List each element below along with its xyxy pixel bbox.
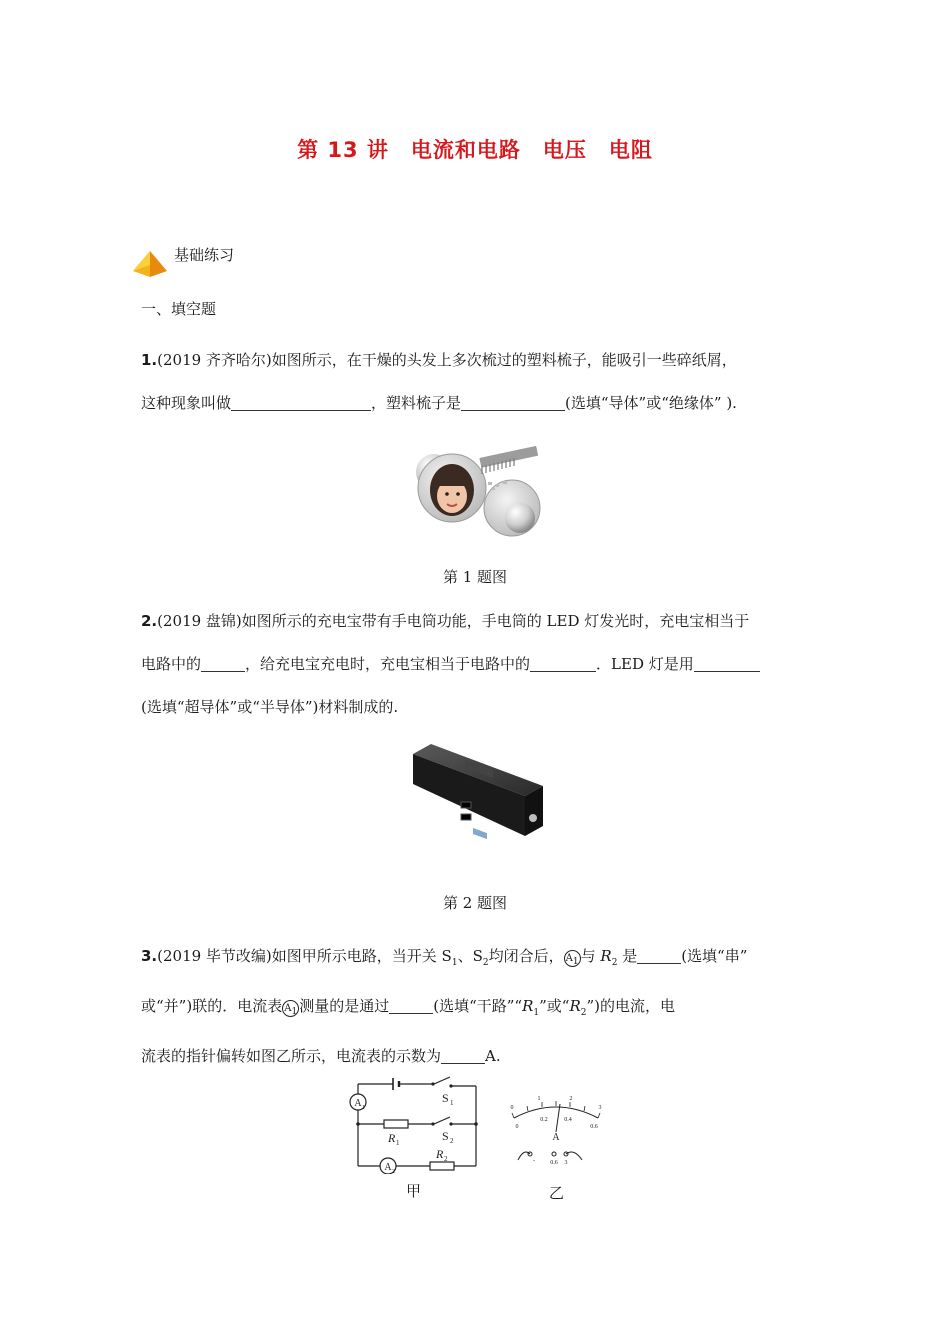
q3-text: (选填“干路”“ xyxy=(433,997,523,1015)
q3-sub: 2 xyxy=(611,958,618,968)
q3-sub: 1 xyxy=(533,1008,540,1018)
q1-line1: (2019 齐齐哈尔)如图所示，在干燥的头发上多次梳过的塑料梳子，能吸引一些碎纸屑， xyxy=(157,351,737,369)
terminal-neg: - xyxy=(533,1158,535,1164)
ammeter-a1-label: A xyxy=(354,1098,362,1109)
q3-sub: 2 xyxy=(482,958,489,968)
question-number: 3. xyxy=(141,947,158,965)
bottom-scale-0: 0 xyxy=(515,1124,519,1130)
q3-text: ”或“ xyxy=(539,997,570,1015)
r-symbol: R xyxy=(600,947,612,965)
answer-blank[interactable] xyxy=(389,997,433,1014)
ammeter-dial xyxy=(504,1090,608,1170)
question-2 xyxy=(141,600,816,729)
q3-sub: 1 xyxy=(572,957,579,967)
ammeter-a2-label: A xyxy=(384,1162,392,1173)
circuit-diagram xyxy=(344,1074,484,1174)
question-number: 2. xyxy=(141,612,158,630)
page-title: 第 13 讲 电流和电路 电压 电阻 xyxy=(297,138,653,162)
ammeter-a1-sub: 1 xyxy=(362,1105,365,1111)
top-scale-3: 3 xyxy=(598,1105,602,1111)
resistor-r1-sub: 1 xyxy=(396,1139,400,1147)
pyramid-icon xyxy=(131,249,169,279)
q3-text: 是 xyxy=(617,947,638,965)
answer-blank[interactable] xyxy=(637,947,681,964)
answer-blank[interactable] xyxy=(231,394,371,411)
part-heading: 一、填空题 xyxy=(141,300,217,318)
question-1 xyxy=(141,339,816,425)
power-bank-figure xyxy=(407,740,547,840)
q3-sub: 1 xyxy=(291,1007,298,1017)
q1-text: (选填“导体”或“绝缘体” ). xyxy=(565,394,737,412)
q3-sub: 1 xyxy=(451,958,458,968)
bottom-scale-1: 0.2 xyxy=(540,1117,548,1123)
ammeter-letter: A xyxy=(284,1003,292,1014)
ammeter-icon xyxy=(282,1000,299,1017)
switch-s2-label: S xyxy=(442,1129,449,1143)
answer-blank[interactable] xyxy=(530,655,596,672)
resistor-r2-label: R xyxy=(436,1147,444,1161)
q3-text: 或“并”)联的．电流表 xyxy=(141,997,283,1015)
answer-blank[interactable] xyxy=(694,655,760,672)
answer-blank[interactable] xyxy=(461,394,565,411)
top-scale-2: 2 xyxy=(569,1096,573,1102)
r-symbol: R xyxy=(569,997,581,1015)
ammeter-icon xyxy=(564,950,581,967)
r-symbol: R xyxy=(522,997,534,1015)
q3-text: 均闭合后， xyxy=(488,947,564,965)
q3-text: 流表的指针偏转如图乙所示，电流表的示数为 xyxy=(141,1047,442,1065)
q3-text: 测量的是通过 xyxy=(299,997,390,1015)
figure-caption: 第 2 题图 xyxy=(442,894,508,912)
q3-text: (2019 毕节改编)如图甲所示电路，当开关 S xyxy=(157,947,452,965)
resistor-r2-sub: 2 xyxy=(444,1155,448,1163)
switch-s2-sub: 2 xyxy=(450,1137,454,1145)
comb-hair-figure xyxy=(408,438,546,542)
resistor-r1-label: R xyxy=(388,1131,396,1145)
q2-text: ．LED 灯是用 xyxy=(596,655,694,673)
terminal-06: 0.6 xyxy=(550,1160,558,1166)
q1-text: ，塑料梳子是 xyxy=(371,394,462,412)
bottom-scale-3: 0.6 xyxy=(590,1124,598,1130)
q3-text: (选填“串” xyxy=(681,947,748,965)
ammeter-a2-sub: 2 xyxy=(392,1169,395,1174)
needle xyxy=(556,1104,560,1132)
switch-s1-label: S xyxy=(442,1091,449,1105)
top-scale-0: 0 xyxy=(510,1105,514,1111)
switch-s1-sub: 1 xyxy=(450,1099,454,1107)
top-scale-1: 1 xyxy=(537,1096,541,1102)
q3-text: 与 xyxy=(580,947,601,965)
q3-sub: 2 xyxy=(580,1008,587,1018)
q3-text: 、S xyxy=(457,947,483,965)
meter-unit: A xyxy=(552,1132,560,1143)
q2-line3: (选填“超导体”或“半导体”)材料制成的. xyxy=(141,698,399,716)
question-number: 1. xyxy=(141,351,158,369)
answer-blank[interactable] xyxy=(201,655,245,672)
q3-text: ”)的电流，电 xyxy=(586,997,676,1015)
q3-text: A. xyxy=(485,1047,501,1065)
question-3 xyxy=(141,935,816,1078)
q2-text: ，给充电宝充电时，充电宝相当于电路中的 xyxy=(245,655,531,673)
bottom-scale-2: 0.4 xyxy=(564,1117,572,1123)
q2-line1: (2019 盘锦)如图所示的充电宝带有手电筒功能，手电筒的 LED 灯发光时，充电宝相当于 xyxy=(157,612,750,630)
section-label: 基础练习 xyxy=(174,246,235,264)
figure-label-jia: 甲 xyxy=(406,1182,422,1200)
figure-label-yi: 乙 xyxy=(549,1184,565,1202)
q1-text: 这种现象叫做 xyxy=(141,394,232,412)
figure-caption: 第 1 题图 xyxy=(442,568,508,586)
terminal-3: 3 xyxy=(564,1160,568,1166)
q2-text: 电路中的 xyxy=(141,655,202,673)
ammeter-letter: A xyxy=(565,953,573,964)
answer-blank[interactable] xyxy=(441,1047,485,1064)
